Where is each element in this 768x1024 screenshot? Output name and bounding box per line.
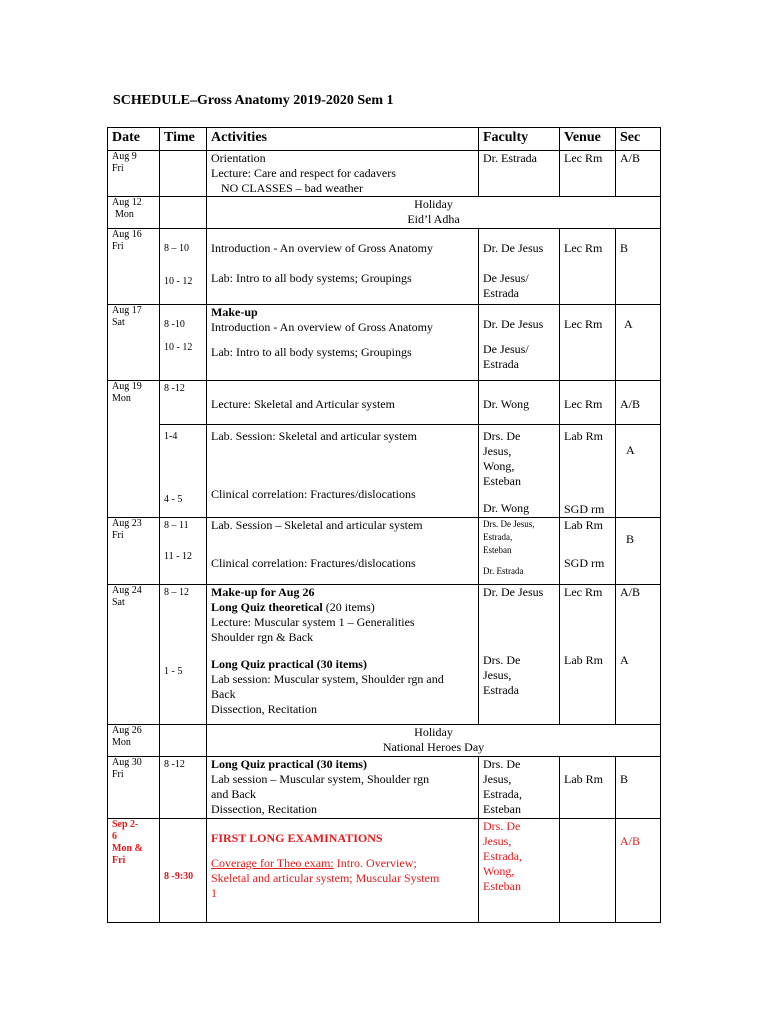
- activity-text: Lecture: Muscular system 1 – Generalities: [211, 615, 415, 629]
- activity-heading: Long Quiz practical (30 items): [211, 657, 367, 671]
- sec-text: B: [620, 241, 629, 255]
- sec-text: A: [624, 317, 633, 331]
- table-row: [108, 305, 661, 381]
- sec-text: B: [620, 772, 629, 786]
- faculty-text: Estrada: [483, 357, 519, 371]
- time-text: 1-4: [164, 431, 178, 442]
- time-cell: [160, 381, 207, 425]
- table-row: [108, 725, 661, 757]
- activity-text: and Back: [211, 787, 256, 801]
- activity-text: Clinical correlation: Fractures/dislocations: [211, 487, 416, 501]
- venue-cell: [560, 585, 616, 725]
- holiday-text: Holiday: [414, 725, 453, 739]
- sec-cell: [616, 381, 661, 425]
- activity-text: (20 items): [322, 600, 375, 614]
- faculty-text: Jesus,: [483, 772, 512, 786]
- date-text: Aug 26: [112, 725, 142, 736]
- activity-heading: Long Quiz practical (30 items): [211, 757, 367, 771]
- date-text: 6: [112, 831, 117, 842]
- activity-cell: [207, 757, 479, 819]
- date-cell: [108, 585, 160, 725]
- day-text: Fri: [112, 769, 124, 780]
- time-cell: [160, 757, 207, 819]
- activity-cell: [207, 229, 479, 305]
- faculty-text: Estrada,: [483, 849, 522, 863]
- time-text: 8 -10: [164, 319, 185, 330]
- faculty-text: Wong,: [483, 459, 515, 473]
- faculty-text: Esteban: [483, 802, 521, 816]
- table-row: [108, 757, 661, 819]
- faculty-cell: [479, 151, 560, 197]
- activity-text: Lab session: Muscular system, Shoulder rgn and: [211, 672, 444, 686]
- header-date: Date: [108, 128, 160, 151]
- activity-text: Shoulder rgn & Back: [211, 630, 314, 644]
- sec-text: A/B: [620, 151, 641, 165]
- activity-cell: [207, 305, 479, 381]
- activity-text: Lab. Session: Skeletal and articular system: [211, 429, 417, 443]
- header-sec: Sec: [616, 128, 661, 151]
- date-text: Aug 12: [112, 197, 142, 208]
- faculty-cell: [479, 305, 560, 381]
- venue-text: Lec Rm: [564, 151, 603, 165]
- sec-text: A/B: [620, 585, 641, 599]
- venue-text: SGD rm: [564, 556, 605, 570]
- faculty-text: Esteban: [483, 879, 521, 893]
- activity-text: Lecture: Care and respect for cadavers: [211, 166, 396, 180]
- venue-text: Lab Rm: [564, 429, 603, 443]
- date-cell: [108, 229, 160, 305]
- faculty-cell: [479, 585, 560, 725]
- activity-cell: [207, 518, 479, 585]
- header-faculty: Faculty: [479, 128, 560, 151]
- sec-cell: [616, 757, 661, 819]
- date-text: Aug 19: [112, 381, 142, 392]
- activity-text: Clinical correlation: Fractures/dislocations: [211, 556, 416, 570]
- sec-cell: [616, 518, 661, 585]
- faculty-cell: [479, 381, 560, 425]
- time-text: 8 -12: [164, 383, 185, 394]
- faculty-text: Dr. Estrada: [483, 566, 524, 576]
- activity-cell: [207, 819, 479, 923]
- time-cell: [160, 819, 207, 923]
- time-cell: [160, 585, 207, 725]
- activity-text: Lab: Intro to all body systems; Groupings: [211, 271, 412, 285]
- header-activities: Activities: [207, 128, 479, 151]
- day-text: Fri: [112, 163, 124, 174]
- day-text: Fri: [112, 241, 124, 252]
- day-text: Mon: [112, 393, 131, 404]
- date-text: Sep 2-: [112, 819, 139, 830]
- sec-cell: [616, 229, 661, 305]
- table-row: [108, 819, 661, 923]
- time-cell: [160, 725, 207, 757]
- date-text: Aug 17: [112, 305, 142, 316]
- sec-text: B: [626, 532, 635, 546]
- activity-heading: FIRST LONG EXAMINATIONS: [211, 831, 383, 845]
- activity-text: Lab. Session – Skeletal and articular system: [211, 518, 423, 532]
- activity-text: Intro. Overview;: [333, 856, 417, 870]
- faculty-text: Dr. De Jesus: [483, 241, 544, 255]
- sec-cell: [616, 819, 661, 923]
- faculty-text: Dr. De Jesus: [483, 317, 544, 331]
- activity-text: Orientation: [211, 151, 266, 165]
- venue-cell: [560, 305, 616, 381]
- time-cell: [160, 425, 207, 518]
- faculty-cell: [479, 819, 560, 923]
- venue-cell: [560, 819, 616, 923]
- activity-heading: Long Quiz theoretical: [211, 600, 323, 614]
- date-cell: [108, 819, 160, 923]
- day-text: Fri: [112, 855, 126, 866]
- time-text: 8 -12: [164, 759, 185, 770]
- faculty-text: Estrada: [483, 683, 519, 697]
- activity-cell: [207, 381, 479, 425]
- faculty-text: Drs. De Jesus,: [483, 519, 535, 529]
- sec-text: A/B: [620, 397, 641, 411]
- faculty-text: Dr. Wong: [483, 397, 530, 411]
- faculty-text: Drs. De: [483, 653, 521, 667]
- sec-text: A: [626, 443, 635, 457]
- faculty-text: Jesus,: [483, 668, 512, 682]
- holiday-name: Eid’l Adha: [407, 212, 460, 226]
- sec-cell: [616, 425, 661, 518]
- date-text: Aug 24: [112, 585, 142, 596]
- coverage-label: Coverage for Theo exam:: [211, 856, 334, 870]
- faculty-text: Dr. Estrada: [483, 151, 537, 165]
- day-text: Mon: [112, 737, 131, 748]
- activity-text: Skeletal and articular system; Muscular System: [211, 871, 440, 885]
- faculty-text: Dr. Wong: [483, 501, 530, 515]
- time-text: 11 - 12: [164, 551, 192, 562]
- activity-text: Dissection, Recitation: [211, 702, 317, 716]
- faculty-text: Jesus,: [483, 834, 512, 848]
- activity-cell: [207, 585, 479, 725]
- time-cell: [160, 197, 207, 229]
- table-row: [108, 197, 661, 229]
- document-title: SCHEDULE–Gross Anatomy 2019-2020 Sem 1: [113, 93, 394, 108]
- activity-text: Lab session – Muscular system, Shoulder rgn: [211, 772, 430, 786]
- sec-cell: [616, 585, 661, 725]
- time-cell: [160, 229, 207, 305]
- table-row: [108, 425, 661, 518]
- day-text: Mon: [115, 209, 134, 220]
- time-cell: [160, 518, 207, 585]
- date-cell: [108, 757, 160, 819]
- venue-cell: [560, 151, 616, 197]
- header-row: [108, 128, 661, 151]
- time-text: 1 - 5: [164, 666, 183, 677]
- date-text: Aug 30: [112, 757, 142, 768]
- date-cell: [108, 381, 160, 518]
- activity-text: Back: [211, 687, 236, 701]
- schedule-table: [107, 127, 661, 923]
- activity-text: 1: [211, 886, 217, 900]
- activity-text: Lab: Intro to all body systems; Groupings: [211, 345, 412, 359]
- venue-text: SGD rm: [564, 502, 605, 516]
- faculty-text: Jesus,: [483, 444, 512, 458]
- faculty-text: Dr. De Jesus: [483, 585, 544, 599]
- venue-cell: [560, 425, 616, 518]
- venue-text: Lab Rm: [564, 518, 603, 532]
- faculty-text: De Jesus/: [483, 342, 529, 356]
- venue-cell: [560, 381, 616, 425]
- faculty-text: Wong,: [483, 864, 515, 878]
- activity-text: Lecture: Skeletal and Articular system: [211, 397, 395, 411]
- sec-cell: [616, 151, 661, 197]
- time-text: 4 - 5: [164, 494, 183, 505]
- table-row: [108, 381, 661, 425]
- time-text: 10 - 12: [164, 276, 193, 287]
- time-text: 8 – 10: [164, 243, 189, 254]
- venue-text: Lec Rm: [564, 241, 603, 255]
- activity-heading: Make-up: [211, 305, 258, 319]
- date-cell: [108, 305, 160, 381]
- faculty-text: De Jesus/: [483, 271, 529, 285]
- day-text: Sat: [112, 317, 125, 328]
- date-text: Aug 9: [112, 151, 137, 162]
- activity-text: NO CLASSES – bad weather: [221, 181, 363, 195]
- faculty-cell: [479, 229, 560, 305]
- time-text: 10 - 12: [164, 342, 193, 353]
- table-row: [108, 229, 661, 305]
- venue-text: Lab Rm: [564, 772, 603, 786]
- venue-cell: [560, 229, 616, 305]
- activity-cell: [207, 151, 479, 197]
- faculty-text: Esteban: [483, 545, 512, 555]
- venue-cell: [560, 518, 616, 585]
- day-text: Mon &: [112, 843, 143, 854]
- faculty-cell: [479, 425, 560, 518]
- time-text: 8 -9:30: [164, 871, 194, 882]
- holiday-cell: [207, 197, 661, 229]
- faculty-cell: [479, 757, 560, 819]
- activity-text: Dissection, Recitation: [211, 802, 317, 816]
- venue-text: Lec Rm: [564, 317, 603, 331]
- table-row: [108, 151, 661, 197]
- venue-cell: [560, 757, 616, 819]
- activity-heading: Make-up for Aug 26: [211, 585, 315, 599]
- header-time: Time: [160, 128, 207, 151]
- faculty-text: Drs. De: [483, 429, 521, 443]
- header-venue: Venue: [560, 128, 616, 151]
- sec-text: A: [620, 653, 629, 667]
- holiday-text: Holiday: [414, 197, 453, 211]
- sec-text: A/B: [620, 834, 641, 848]
- faculty-text: Esteban: [483, 474, 521, 488]
- activity-text: Introduction - An overview of Gross Anatomy: [211, 320, 433, 334]
- faculty-cell: [479, 518, 560, 585]
- date-text: Aug 16: [112, 229, 142, 240]
- activity-text: Introduction - An overview of Gross Anatomy: [211, 241, 433, 255]
- activity-cell: [207, 425, 479, 518]
- time-cell: [160, 305, 207, 381]
- table-row: [108, 585, 661, 725]
- holiday-name: National Heroes Day: [382, 740, 485, 754]
- time-text: 8 – 11: [164, 520, 189, 531]
- time-cell: [160, 151, 207, 197]
- time-text: 8 – 12: [164, 587, 189, 598]
- table-row: [108, 518, 661, 585]
- date-cell: [108, 197, 160, 229]
- faculty-text: Drs. De: [483, 819, 521, 833]
- venue-text: Lab Rm: [564, 653, 603, 667]
- date-cell: [108, 518, 160, 585]
- date-text: Aug 23: [112, 518, 142, 529]
- date-cell: [108, 725, 160, 757]
- day-text: Fri: [112, 530, 124, 541]
- venue-text: Lec Rm: [564, 397, 603, 411]
- faculty-text: Estrada,: [483, 532, 513, 542]
- faculty-text: Drs. De: [483, 757, 521, 771]
- venue-text: Lec Rm: [564, 585, 603, 599]
- sec-cell: [616, 305, 661, 381]
- day-text: Sat: [112, 597, 125, 608]
- faculty-text: Estrada: [483, 286, 519, 300]
- holiday-cell: [207, 725, 661, 757]
- faculty-text: Estrada,: [483, 787, 522, 801]
- date-cell: [108, 151, 160, 197]
